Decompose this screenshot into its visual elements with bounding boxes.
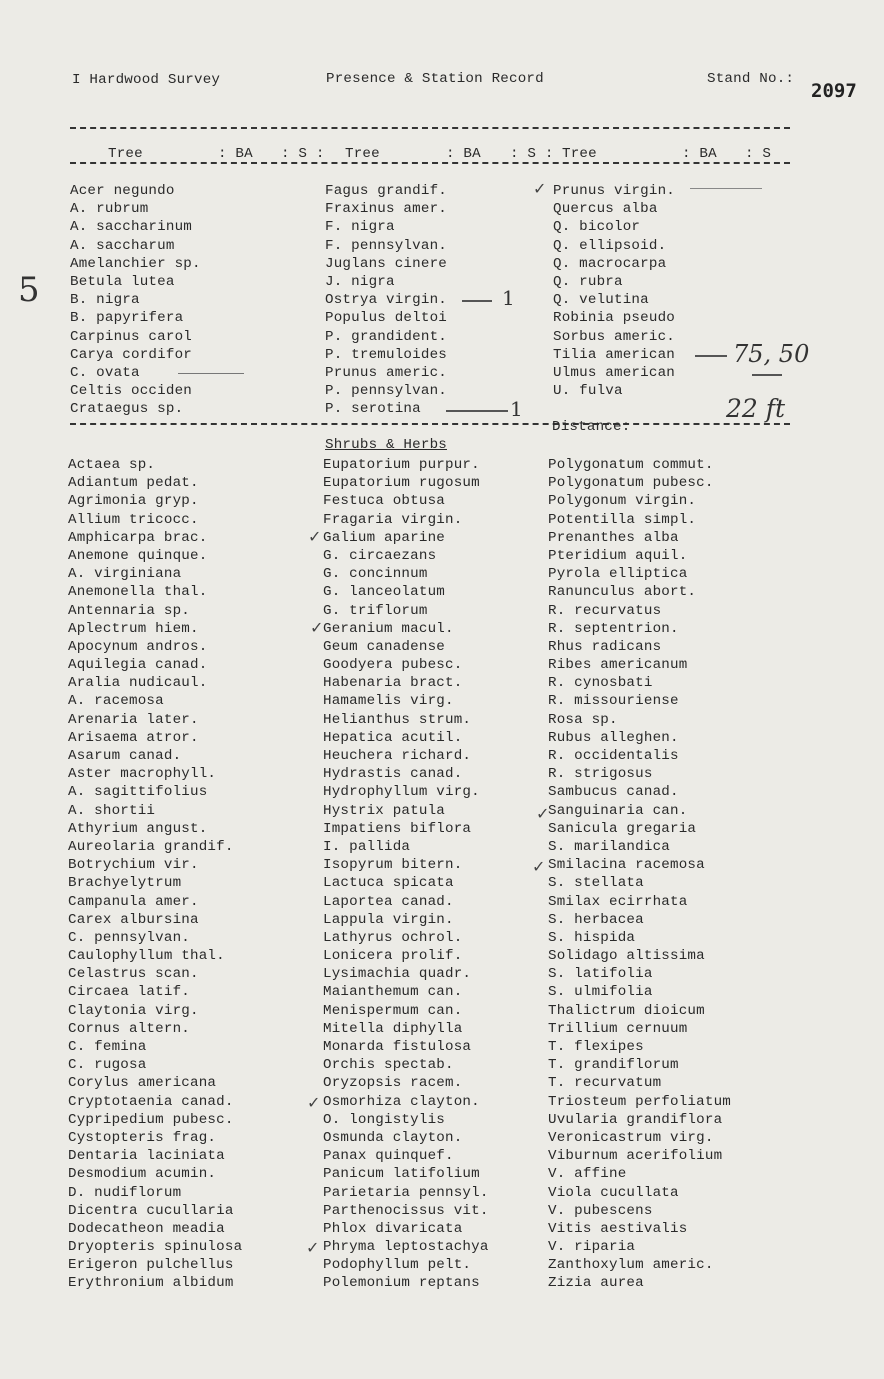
herb-item: Sanguinaria can. <box>548 802 688 819</box>
herb-item: Athyrium angust. <box>68 820 208 837</box>
herb-item: Veronicastrum virg. <box>548 1129 714 1146</box>
tree-item: C. ovata <box>70 364 140 381</box>
herb-item: G. lanceolatum <box>323 584 445 601</box>
distance-label: Distance: <box>552 419 631 435</box>
herb-item: O. longistylis <box>323 1111 445 1128</box>
tree-item: Juglans cinere <box>325 255 447 272</box>
herb-item: Maianthemum can. <box>323 984 463 1001</box>
herb-item: Hamamelis virg. <box>323 693 454 710</box>
tilia-values: 75, 50 <box>733 340 810 368</box>
herb-item: Vitis aestivalis <box>548 1220 688 1237</box>
carya-ovata-line <box>178 373 244 374</box>
herb-item: Lysimachia quadr. <box>323 966 472 983</box>
tree-item: Fagus grandif. <box>325 183 447 199</box>
herb-item: Dentaria laciniata <box>68 1148 225 1165</box>
herb-item: Polygonatum commut. <box>548 457 714 473</box>
tree-item: A. saccharinum <box>70 219 192 236</box>
herb-item: G. concinnum <box>323 566 428 583</box>
herb-item: Sanicula gregaria <box>548 820 697 837</box>
herb-item: Panicum latifolium <box>323 1166 480 1183</box>
tree-item: B. nigra <box>70 292 140 309</box>
herb-item: R. occidentalis <box>548 748 679 764</box>
herb-item: Polygonatum pubesc. <box>548 475 714 492</box>
herb-item: R. strigosus <box>548 766 653 783</box>
herb-item: Fragaria virgin. <box>323 511 463 528</box>
herb-item: Lonicera prolif. <box>323 948 463 965</box>
herb-item: Isopyrum bitern. <box>323 857 463 874</box>
herb-item: Impatiens biflora <box>323 820 472 837</box>
herb-item: Phlox divaricata <box>323 1220 463 1237</box>
herb-item: Heuchera richard. <box>323 748 472 764</box>
tree-item: Fraxinus amer. <box>325 201 447 218</box>
tree-item: P. pennsylvan. <box>325 383 447 400</box>
herb-item: Geranium macul. <box>323 620 454 637</box>
herb-item: Parthenocissus vit. <box>323 1202 489 1219</box>
tree-item: A. saccharum <box>70 237 175 254</box>
tree-item: Q. velutina <box>553 292 649 309</box>
herb-item: S. hispida <box>548 929 636 946</box>
herb-item: Galium aparine <box>323 529 445 546</box>
herb-item: Arenaria later. <box>68 711 199 728</box>
tree-item: Q. macrocarpa <box>553 255 667 272</box>
herb-item: Osmunda clayton. <box>323 1129 463 1146</box>
herb-item: Cypripedium pubesc. <box>68 1111 234 1128</box>
herb-item: Claytonia virg. <box>68 1002 199 1019</box>
tree-header-ba-3: : BA <box>682 146 717 162</box>
herb-item: V. pubescens <box>548 1202 653 1219</box>
ulmus-line <box>752 374 782 376</box>
tree-item: Q. bicolor <box>553 219 641 236</box>
herb-item: Rosa sp. <box>548 711 618 728</box>
herb-item: Arisaema atror. <box>68 729 199 746</box>
herb-item: Solidago altissima <box>548 948 705 965</box>
herb-list-3 <box>548 456 731 1293</box>
tree-item: Ostrya virgin. <box>325 292 447 309</box>
herb-item: Erythronium albidum <box>68 1275 234 1292</box>
stand-number: 2097 <box>811 80 857 102</box>
herb-item: S. latifolia <box>548 966 653 983</box>
herb-item: G. triflorum <box>323 602 428 619</box>
tree-list-1 <box>70 182 201 418</box>
herb-item: Dodecatheon meadia <box>68 1220 225 1237</box>
herb-item: S. ulmifolia <box>548 984 653 1001</box>
herb-item: Botrychium vir. <box>68 857 199 874</box>
tree-section-rule <box>70 423 790 425</box>
herb-item: Podophyllum pelt. <box>323 1257 472 1274</box>
tree-header-tree-2: Tree <box>345 146 380 162</box>
herb-item: A. shortii <box>68 802 156 819</box>
tree-item: Robinia pseudo <box>553 310 675 327</box>
herb-item: R. recurvatus <box>548 602 662 619</box>
tree-item: Celtis occiden <box>70 383 192 400</box>
tree-item: Tilia american <box>553 346 675 363</box>
distance-value: 22 ft <box>726 394 786 423</box>
herb-item: Lathyrus ochrol. <box>323 929 463 946</box>
herb-item: C. femina <box>68 1039 147 1055</box>
herb-item: Trillium cernuum <box>548 1020 688 1037</box>
herb-item: A. virginiana <box>68 566 182 583</box>
herb-item: Zizia aurea <box>548 1275 644 1292</box>
herb-item: V. affine <box>548 1166 627 1183</box>
tree-item: Q. rubra <box>553 273 623 290</box>
herb-item: Aquilegia canad. <box>68 657 208 674</box>
herb-item: S. marilandica <box>548 838 670 855</box>
herb-item: Potentilla simpl. <box>548 511 697 528</box>
tree-item: Carya cordifor <box>70 346 192 363</box>
herb-item: Brachyelytrum <box>68 875 182 892</box>
tree-item: F. pennsylvan. <box>325 237 447 254</box>
herb-item: Laportea canad. <box>323 893 454 910</box>
herb-item: Eupatorium purpur. <box>323 457 480 473</box>
herb-item: Parietaria pennsyl. <box>323 1184 489 1201</box>
herb-item: Helianthus strum. <box>323 711 472 728</box>
tree-item: P. tremuloides <box>325 346 447 363</box>
tree-header-tree-3: Tree <box>562 146 597 162</box>
tree-item: P. serotina <box>325 401 421 418</box>
herb-item: Hystrix patula <box>323 802 445 819</box>
herb-item: Dicentra cucullaria <box>68 1202 234 1219</box>
tree-item: Prunus virgin. <box>553 183 675 199</box>
check-mark-icon: ✓ <box>307 1093 321 1112</box>
ostrya-value: 1 <box>502 286 515 310</box>
herb-item: Apocynum andros. <box>68 638 208 655</box>
herb-item: Adiantum pedat. <box>68 475 199 492</box>
tree-item: Acer negundo <box>70 183 175 199</box>
serotina-value: 1 <box>510 397 523 421</box>
herb-item: Ribes americanum <box>548 657 688 674</box>
herb-item: Aralia nudicaul. <box>68 675 208 692</box>
tree-item: Populus deltoi <box>325 310 447 327</box>
herb-item: A. sagittifolius <box>68 784 208 801</box>
herb-item: D. nudiflorum <box>68 1184 182 1201</box>
herb-item: R. missouriense <box>548 693 679 710</box>
herb-item: Mitella diphylla <box>323 1020 463 1037</box>
herb-item: Cystopteris frag. <box>68 1129 217 1146</box>
tree-list-2 <box>325 182 447 418</box>
herb-item: Geum canadense <box>323 638 445 655</box>
herb-item: Rubus alleghen. <box>548 729 679 746</box>
tree-item: P. grandident. <box>325 328 447 345</box>
herb-item: Hydrophyllum virg. <box>323 784 480 801</box>
herb-item: Amphicarpa brac. <box>68 529 208 546</box>
tree-header-s-3: : S <box>745 146 772 162</box>
herb-item: Anemone quinque. <box>68 547 208 564</box>
tree-item: Crataegus sp. <box>70 401 184 418</box>
herb-item: Zanthoxylum americ. <box>548 1257 714 1274</box>
record-subtitle: Presence & Station Record <box>326 71 544 87</box>
tree-list-3 <box>553 182 675 400</box>
herb-item: Festuca obtusa <box>323 493 445 510</box>
herb-item: S. herbacea <box>548 911 644 928</box>
herb-item: V. riparia <box>548 1239 636 1256</box>
herb-item: Polemonium reptans <box>323 1275 480 1292</box>
stand-label: Stand No.: <box>707 71 795 87</box>
herb-list-1 <box>68 456 242 1293</box>
serotina-line <box>446 410 508 412</box>
herb-item: Smilax ecirrhata <box>548 893 688 910</box>
herb-item: Phryma leptostachya <box>323 1239 489 1256</box>
tree-item: Sorbus americ. <box>553 328 675 345</box>
herb-item: Pteridium aquil. <box>548 547 688 564</box>
margin-count-mark: 5 <box>18 270 40 310</box>
herb-item: Triosteum perfoliatum <box>548 1093 731 1110</box>
herb-item: Rhus radicans <box>548 638 662 655</box>
herb-item: Circaea latif. <box>68 984 190 1001</box>
herb-item: Polygonum virgin. <box>548 493 697 510</box>
tree-item: J. nigra <box>325 273 395 290</box>
herb-item: Monarda fistulosa <box>323 1039 472 1055</box>
herb-item: T. recurvatum <box>548 1075 662 1092</box>
herb-item: Viola cucullata <box>548 1184 679 1201</box>
tree-item: Amelanchier sp. <box>70 255 201 272</box>
shrubs-heading: Shrubs & Herbs <box>325 437 447 453</box>
herb-item: Prenanthes alba <box>548 529 679 546</box>
herb-item: G. circaezans <box>323 547 437 564</box>
herb-item: T. grandiflorum <box>548 1057 679 1074</box>
herb-item: Lactuca spicata <box>323 875 454 892</box>
herb-item: Celastrus scan. <box>68 966 199 983</box>
herb-item: Aster macrophyll. <box>68 766 217 783</box>
tree-header-s-1: : S : <box>281 146 325 162</box>
herb-item: Caulophyllum thal. <box>68 948 225 965</box>
herb-list-2 <box>323 456 489 1293</box>
herb-item: Viburnum acerifolium <box>548 1148 723 1165</box>
herb-item: Smilacina racemosa <box>548 857 705 874</box>
herb-item: Osmorhiza clayton. <box>323 1093 480 1110</box>
herb-item: Antennaria sp. <box>68 602 190 619</box>
herb-item: Orchis spectab. <box>323 1057 454 1074</box>
check-mark-icon: ✓ <box>306 1238 320 1257</box>
tree-item: F. nigra <box>325 219 395 236</box>
tree-item: Carpinus carol <box>70 328 192 345</box>
tree-item: Betula lutea <box>70 273 175 290</box>
herb-item: S. stellata <box>548 875 644 892</box>
herb-item: Hydrastis canad. <box>323 766 463 783</box>
herb-item: Lappula virgin. <box>323 911 454 928</box>
herb-item: Aureolaria grandif. <box>68 838 234 855</box>
herb-item: Dryopteris spinulosa <box>68 1239 243 1256</box>
herb-item: T. flexipes <box>548 1039 644 1055</box>
tree-header-tree-1: Tree <box>108 146 143 162</box>
herb-item: C. rugosa <box>68 1057 147 1074</box>
herb-item: Carex albursina <box>68 911 199 928</box>
herb-item: Ranunculus abort. <box>548 584 697 601</box>
herb-item: R. septentrion. <box>548 620 679 637</box>
herb-item: A. racemosa <box>68 693 164 710</box>
herb-item: Habenaria bract. <box>323 675 463 692</box>
check-mark-icon: ✓ <box>533 179 547 198</box>
herb-item: Eupatorium rugosum <box>323 475 480 492</box>
tree-item: A. rubrum <box>70 201 149 218</box>
herb-item: Thalictrum dioicum <box>548 1002 705 1019</box>
herb-item: Actaea sp. <box>68 457 156 473</box>
herb-item: Cornus altern. <box>68 1020 190 1037</box>
tree-item: U. fulva <box>553 383 623 400</box>
header-rule-top <box>70 127 790 129</box>
ostrya-line <box>462 300 492 302</box>
herb-item: Cryptotaenia canad. <box>68 1093 234 1110</box>
herb-item: Sambucus canad. <box>548 784 679 801</box>
herb-item: Asarum canad. <box>68 748 182 764</box>
check-mark-icon: ✓ <box>308 527 322 546</box>
tree-item: Q. ellipsoid. <box>553 237 667 254</box>
herb-item: Agrimonia gryp. <box>68 493 199 510</box>
tree-item: Ulmus american <box>553 364 675 381</box>
survey-title: I Hardwood Survey <box>72 72 221 88</box>
herb-item: Campanula amer. <box>68 893 199 910</box>
header-rule-bottom <box>70 162 790 164</box>
herb-item: R. cynosbati <box>548 675 653 692</box>
herb-item: Desmodium acumin. <box>68 1166 217 1183</box>
herb-item: Menispermum can. <box>323 1002 463 1019</box>
tree-header-ba-2: : BA <box>446 146 481 162</box>
prunus-virgin-line <box>690 188 762 189</box>
herb-item: Pyrola elliptica <box>548 566 688 583</box>
check-mark-icon: ✓ <box>536 804 550 823</box>
herb-item: Oryzopsis racem. <box>323 1075 463 1092</box>
herb-item: Goodyera pubesc. <box>323 657 463 674</box>
check-mark-icon: ✓ <box>532 857 546 876</box>
herb-item: Aplectrum hiem. <box>68 620 199 637</box>
herb-item: Corylus americana <box>68 1075 217 1092</box>
herb-item: Uvularia grandiflora <box>548 1111 723 1128</box>
check-mark-icon: ✓ <box>310 618 324 637</box>
herb-item: Erigeron pulchellus <box>68 1257 234 1274</box>
herb-item: I. pallida <box>323 838 411 855</box>
tree-item: B. papyrifera <box>70 310 184 327</box>
herb-item: Hepatica acutil. <box>323 729 463 746</box>
tree-item: Quercus alba <box>553 201 658 218</box>
tree-header-s-2: : S : <box>510 146 554 162</box>
herb-item: Anemonella thal. <box>68 584 208 601</box>
tree-item: Prunus americ. <box>325 364 447 381</box>
herb-item: Allium tricocc. <box>68 511 199 528</box>
herb-item: Panax quinquef. <box>323 1148 454 1165</box>
tilia-line <box>695 355 727 357</box>
tree-header-ba-1: : BA <box>218 146 253 162</box>
herb-item: C. pennsylvan. <box>68 929 190 946</box>
